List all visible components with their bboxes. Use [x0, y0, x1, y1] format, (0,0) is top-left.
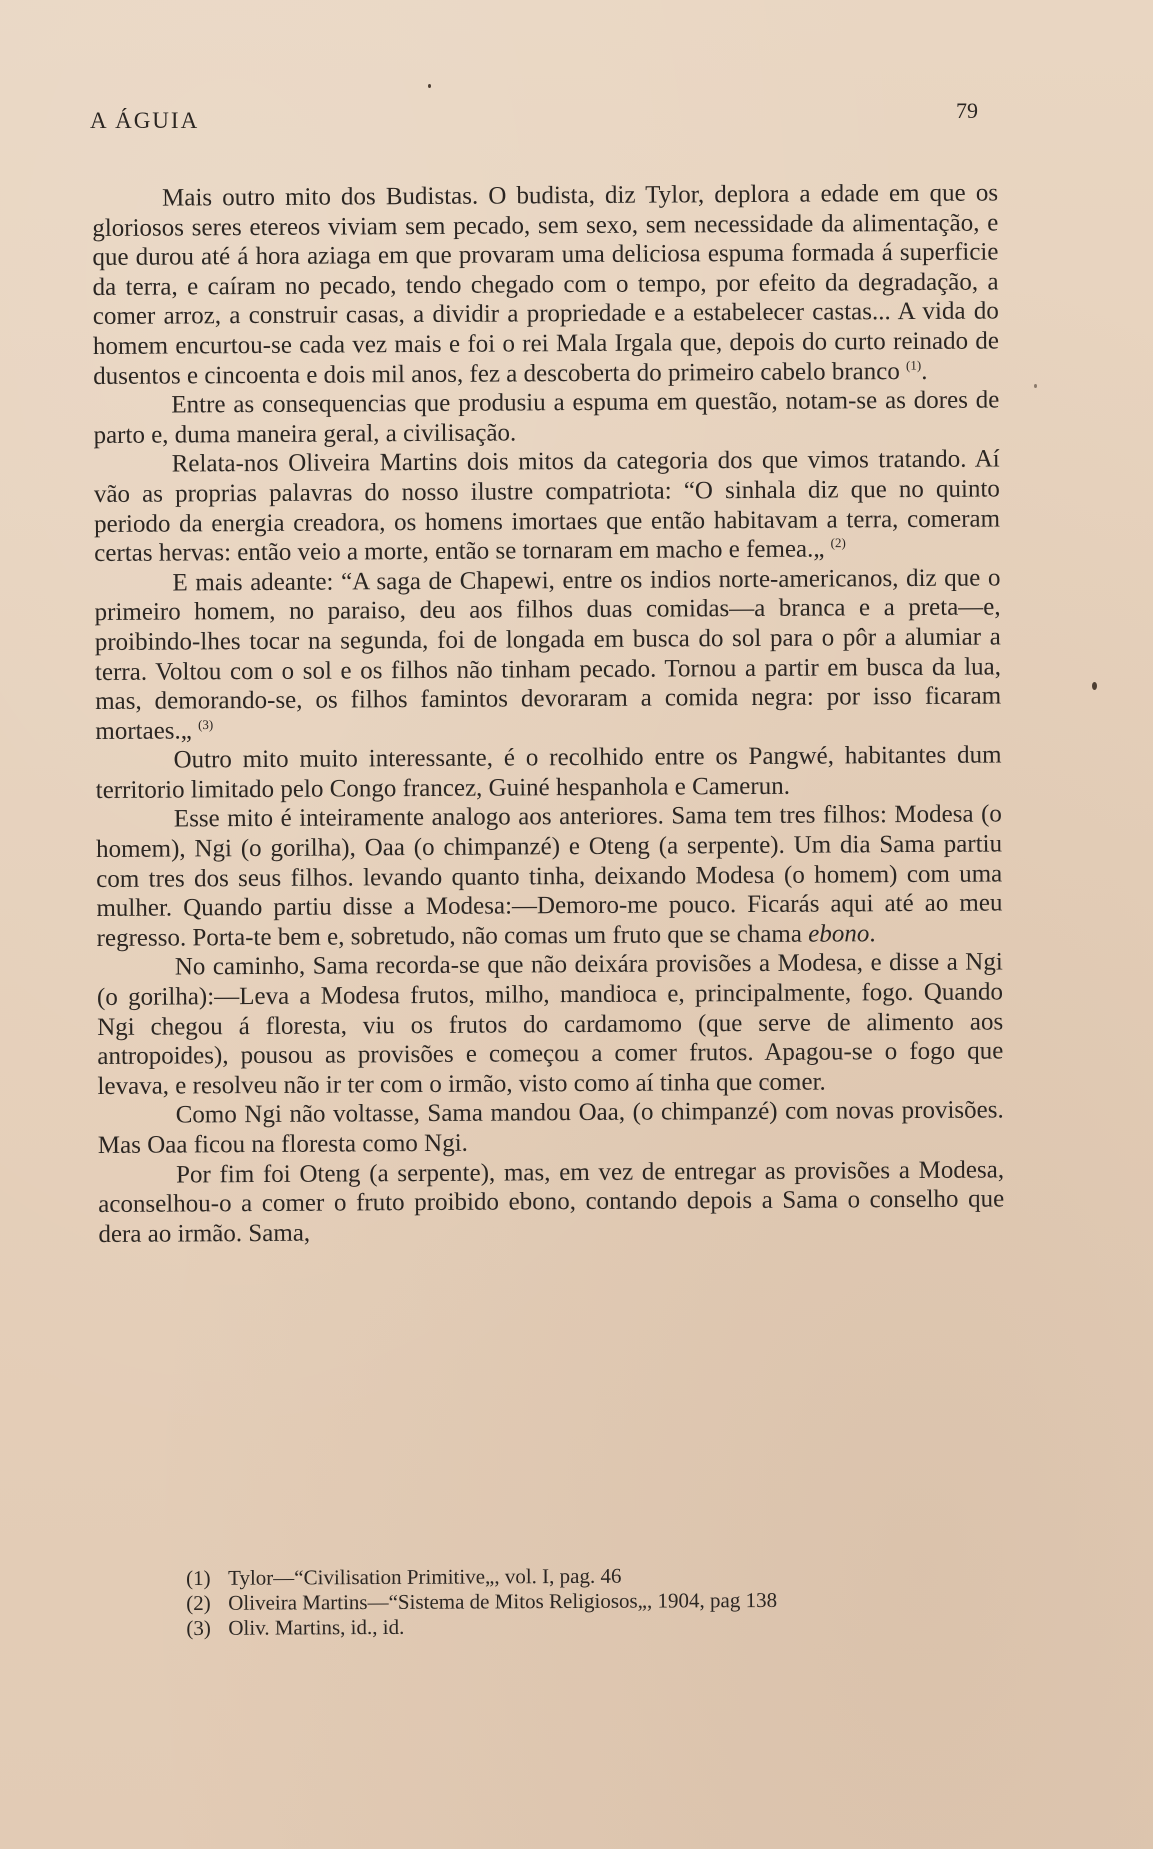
paragraph-end: .	[869, 920, 876, 948]
paragraph: Por fim foi Oteng (a serpente), mas, em vez de entregar as provisões a Modesa, aconselhou-o a comer o fruto proibido ebono, contando depois a Sama o conselho que dera ao irmão. Sama,	[98, 1156, 1005, 1248]
footnote-ref: (1)	[905, 357, 922, 373]
ink-speck	[428, 84, 431, 88]
footnote-ref: (3)	[197, 716, 214, 732]
paragraph-text: Esse mito é inteiramente analogo aos anteriores. Sama tem tres filhos: Modesa (o homem), Ngi (o gorilha), Oaa (o chimpanzé) e Oteng (a serpente). Um dia Sama partiu com tres dos seus filhos. levando quanto tinha, deixando Modesa (o homem) com uma mulher. Quando partiu disse a Modesa:—Demoro-me pouco. Ficarás aqui até ao meu regresso. Porta-te bem e, sobretudo, não comas um fruto que se chama	[95, 800, 1003, 952]
paragraph	[94, 563, 1001, 746]
page-number: 79	[956, 98, 978, 123]
footnote-text: Oliveira Martins—“Sistema de Mitos Religiosos„, 1904, pag 138	[228, 1587, 778, 1615]
footnote-ref: (2)	[830, 535, 846, 551]
paragraph: Outro mito muito interessante, é o recolhido entre os Pangwé, habitantes dum territorio limitado pelo Congo francez, Guiné hespanhola e Camerun.	[95, 741, 1002, 804]
running-title: A ÁGUIA	[90, 108, 200, 133]
paragraph-end: .	[921, 357, 928, 385]
paragraph-text: Relata-nos Oliveira Martins dois mitos da categoria dos que vimos tratando. Aí vão as proprias palavras do nosso ilustre compatriota: “O sinhala diz que no quinto periodo da energia creadora, os homens imortaes que então habitavam a terra, comeram certas hervas: então veio a morte, então se tornaram em macho e femea.„	[93, 445, 1001, 568]
footnote-mark: (2)	[186, 1590, 211, 1615]
paragraph-text: Mais outro mito dos Budistas. O budista, diz Tylor, deplora a edade em que os gloriosos seres etereos viviam sem pecado, sem sexo, sem necessidade da alimentação, e que durou até á hora aziaga em que provaram uma deliciosa espuma formada á superficie da terra, e caíram no pecado, tendo chegado com o tempo, por efeito da degradação, a comer arroz, a construir casas, a dividir a propriedade e a estabelecer castas... A vida do homem encurtou-se cada vez mais e foi o rei Mala Irgala que, depois do curto reinado de dusentos e cincoenta e dois mil anos, fez a descoberta do primeiro cabelo branco	[92, 179, 1000, 390]
paragraph	[96, 800, 1003, 954]
paragraph: No caminho, Sama recorda-se que não deixára provisões a Modesa, e disse a Ngi (o gorilha):—Leva a Modesa frutos, milho, mandioca e, principalmente, fogo. Quando Ngi chegou á floresta, viu os frutos do cardamomo (que serve de alimento aos antropoides), pousou as provisões e começou a comer frutos. Apagou-se o fogo que levava, e resolveu não ir ter com o irmão, visto como aí tinha que comer.	[96, 948, 1004, 1100]
footnote-mark: (3)	[186, 1615, 211, 1640]
paragraph: Como Ngi não voltasse, Sama mandou Oaa, (o chimpanzé) com novas provisões. Mas Oaa ficou na floresta como Ngi.	[97, 1096, 1004, 1159]
footnote-text: Tylor—“Civilisation Primitive„, vol. I, pag. 46	[227, 1563, 622, 1590]
paragraph-text: E mais adeante: “A saga de Chapewi, entre os indios norte-americanos, diz que o primeiro homem, no paraiso, deu aos filhos duas comidas—a branca e a preta—e, proibindo-lhes tocar na segunda, foi de longada em busca do sol para o pôr a alumiar a terra. Voltou com o sol e os filhos não tinham pecado. Tornou a partir em busca da lua, mas, demorando-se, os filhos famintos devoraram a comida negra: por isso ficaram mortaes.„	[94, 564, 1002, 745]
paragraph	[92, 178, 999, 391]
paragraph: Entre as consequencias que produsiu a espuma em questão, notam-se as dores de parto e, duma maneira geral, a civilisação.	[93, 386, 1000, 449]
footnote	[186, 1612, 946, 1641]
body-text	[92, 178, 1004, 1249]
paragraph	[94, 445, 1001, 569]
footnotes	[186, 1562, 946, 1641]
ink-speck	[1034, 384, 1037, 388]
footnote-mark: (1)	[186, 1565, 211, 1590]
ink-speck	[1092, 682, 1097, 690]
footnote-text: Oliv. Martins, id., id.	[228, 1614, 405, 1640]
italic-word: ebono	[808, 920, 870, 948]
